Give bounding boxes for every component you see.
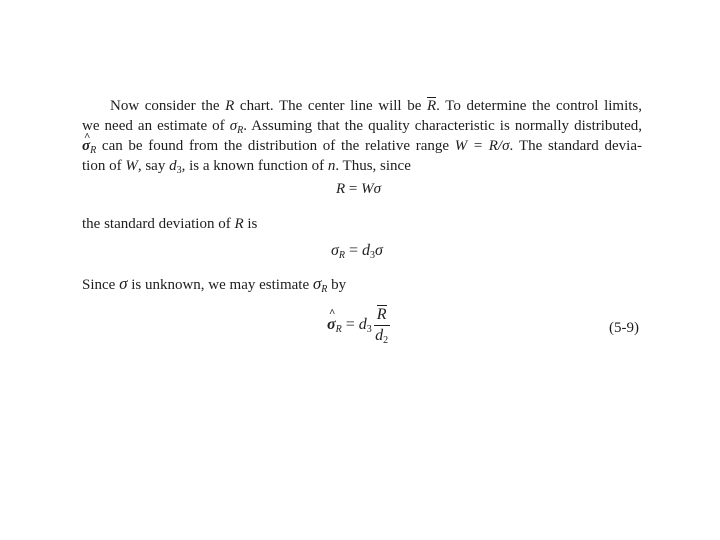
text-line-5 xyxy=(82,214,642,234)
text-fragment: by xyxy=(327,277,347,293)
equals-sign: = xyxy=(341,316,359,334)
symbol-sigma: σ xyxy=(373,181,382,197)
symbol-sigma: σ xyxy=(312,274,322,293)
symbol-sigma: σ xyxy=(119,274,128,293)
subscript-3: 3 xyxy=(370,250,376,261)
symbol-d: d xyxy=(375,327,384,344)
symbol-W: W xyxy=(361,181,374,197)
text-fragment: can be found from the distribution of the relative range xyxy=(96,138,455,154)
text-fragment: , say xyxy=(137,158,170,174)
text-line-6 xyxy=(82,274,642,295)
text-fragment: we need an estimate of xyxy=(82,118,230,134)
equation-2 xyxy=(331,242,383,260)
symbol-sigma: σ xyxy=(229,118,238,134)
equals-sign: = xyxy=(345,242,363,259)
equation-3 xyxy=(327,306,390,345)
symbol-sigma-hat: σ xyxy=(82,138,91,154)
text-fragment: . The standard devia- xyxy=(509,138,642,154)
symbol-sigma-hat: σ xyxy=(327,316,336,334)
text-fragment: tion of xyxy=(82,158,126,174)
text-fragment: . To determine the control limits, xyxy=(436,98,643,114)
text-line-1 xyxy=(82,96,642,116)
symbol-n: n xyxy=(327,158,336,174)
subscript-R: R xyxy=(321,284,328,295)
text-fragment: Now consider the xyxy=(110,98,226,114)
subscript-3: 3 xyxy=(176,165,182,176)
symbol-d: d xyxy=(358,316,367,334)
fraction xyxy=(374,306,390,345)
text-fragment: . Thus, since xyxy=(335,158,411,174)
symbol-R-bar: R xyxy=(376,306,387,323)
symbol-R-bar: R xyxy=(426,98,437,114)
equation-1 xyxy=(336,181,381,198)
symbol-R: R xyxy=(225,98,235,114)
equation-label: (5-9) xyxy=(609,320,639,336)
subscript-R: R xyxy=(338,250,345,261)
text-fragment: the standard deviation of xyxy=(82,216,235,232)
symbol-d: d xyxy=(362,242,371,259)
symbol-d: d xyxy=(169,158,177,174)
text-fragment: . Assuming that the quality characteristic is normally distributed, xyxy=(243,118,642,134)
text-fragment: is unknown, we may estimate xyxy=(127,277,313,293)
text-line-3 xyxy=(82,136,642,156)
text-fragment: , is a known function of xyxy=(181,158,328,174)
equals-sign: = xyxy=(345,181,362,197)
subscript-2: 2 xyxy=(383,335,389,346)
text-fragment: Since xyxy=(82,277,120,293)
text-fragment: chart. The center line will be xyxy=(234,98,427,114)
symbol-sigma: σ xyxy=(331,242,339,259)
symbol-R: R xyxy=(336,181,346,197)
text-fragment: is xyxy=(243,216,258,232)
subscript-3: 3 xyxy=(366,324,372,336)
subscript-R: R xyxy=(90,145,97,156)
relative-range-expression: W = R/σ xyxy=(454,138,510,154)
symbol-sigma: σ xyxy=(375,242,383,259)
text-line-2 xyxy=(82,116,642,136)
equation-number xyxy=(609,320,639,337)
symbol-W: W xyxy=(125,158,138,174)
symbol-R: R xyxy=(234,216,244,232)
text-line-4 xyxy=(82,156,642,176)
subscript-R: R xyxy=(237,125,244,136)
subscript-R: R xyxy=(335,324,342,336)
